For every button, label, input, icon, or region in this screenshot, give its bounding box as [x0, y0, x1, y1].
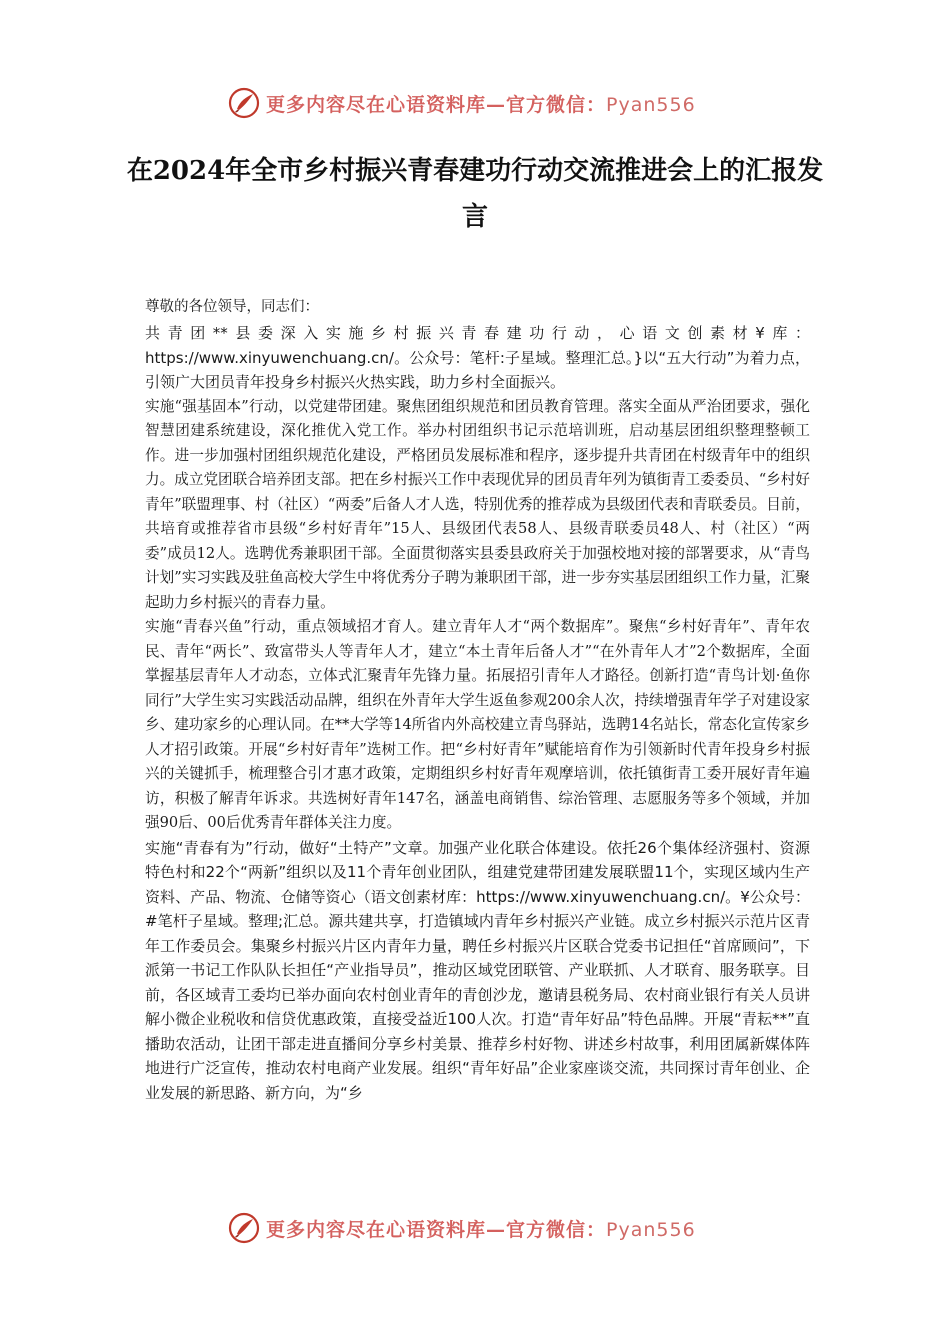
document-title: 在2024年全市乡村振兴青春建功行动交流推进会上的汇报发言 [126, 156, 824, 232]
watermark-header [228, 83, 728, 123]
watermark-wechat-id: Pyan556 [606, 93, 696, 116]
paragraph: 共青团**县委深入实施乡村振兴青春建功行动，心语文创素材¥库：https://www.xinyuwenchuang.cn/。公众号：笔杆:子星域。整理汇总。}以“五大行动”为着力点，引领广大团员青年投身乡村振兴火热实践，助力乡村全面振兴。 [145, 324, 810, 391]
document-body [145, 296, 810, 1105]
salutation: 尊敬的各位领导，同志们： [145, 299, 319, 315]
paragraph: 实施“强基固本”行动，以党建带团建。聚焦团组织规范和团员教育管理。落实全面从严治团要求，强化智慧团建系统建设，深化推优入党工作。举办村团组织书记示范培训班，启动基层团组织整理整顿工作。进一步加强村团组织规范化建设，严格团员发展标准和程序，逐步提升共青团在村级青年中的组织力。成立党团联合培养团支部。把在乡村振兴工作中表现优异的团员青年列为镇街青工委委员、“乡村好青年”联盟理事、村（社区）“两委”后备人才人选，特别优秀的推荐成为县级团代表和青联委员。目前，共培育或推荐省市县级“乡村好青年”15人、县级团代表58人、县级青联委员48人、村（社区）“两委”成员12人。选聘优秀兼职团干部。全面贯彻落实县委县政府关于加强校地对接的部署要求，从“青鸟计划”实习实践及驻鱼高校大学生中将优秀分子聘为兼职团干部，进一步夯实基层团组织工作力量，汇聚起助力乡村振兴的青春力量。 [145, 397, 810, 611]
paragraph: 实施“青春有为”行动，做好“土特产”文章。加强产业化联合体建设。依托26个集体经济强村、资源特色村和22个“两新”组织以及11个青年创业团队，组建党建带团建发展联盟11个，实现区域内生产资料、产品、物流、仓储等资心（语文创素材库：https://www.xinyuwenchuang.cn/。¥公众号：#笔杆子星域。整理;汇总。源共建共享，打造镇域内青年乡村振兴产业链。成立乡村振兴示范片区青年工作委员会。集聚乡村振兴片区内青年力量，聘任乡村振兴片区联合党委书记担任“首席顾问”，下派第一书记工作队队长担任“产业指导员”，推动区域党团联管、产业联抓、人才联育、服务联享。目前，各区域青工委均已举办面向农村创业青年的青创沙龙，邀请县税务局、农村商业银行有关人员讲解小微企业税收和信贷优惠政策，直接受益近100人次。打造“青年好品”特色品牌。开展“青耘**”直播助农活动，让团干部走进直播间分享乡村美景、推荐乡村好物、讲述乡村故事，利用团属新媒体阵地进行广泛宣传，推动农村电商产业发展。组织“青年好品”企业家座谈交流，共同探讨青年创业、企业发展的新思路、新方向，为“乡 [145, 838, 810, 1102]
paragraph: 实施“青春兴鱼”行动，重点领域招才育人。建立青年人才“两个数据库”。聚焦“乡村好青年”、青年农民、青年“两长”、致富带头人等青年人才，建立“本土青年后备人才”“在外青年人才”2个数据库，全面掌握基层青年人才动态，立体式汇聚青年先锋力量。拓展招引青年人才路径。创新打造“青鸟计划·鱼你同行”大学生实习实践活动品牌，组织在外青年大学生返鱼参观200余人次，持续增强青年学子对建设家乡、建功家乡的心理认同。在**大学等14所省内外高校建立青鸟驿站，选聘14名站长，常态化宣传家乡人才招引政策。开展“乡村好青年”选树工作。把“乡村好青年”赋能培育作为引领新时代青年投身乡村振兴的关键抓手，梳理整合引才惠才政策，定期组织乡村好青年观摩培训，依托镇街青工委开展好青年遍访，积极了解青年诉求。共选树好青年147名，涵盖电商销售、综治管理、志愿服务等多个领域，并加强90后、00后优秀青年群体关注力度。 [145, 618, 810, 831]
brush-logo-icon [228, 1212, 260, 1244]
watermark-text: 更多内容尽在心语资料库—官方微信：Pyan556 [266, 93, 696, 116]
brush-logo-icon [228, 87, 260, 119]
watermark-footer [228, 1208, 728, 1248]
watermark-wechat-id: Pyan556 [606, 1218, 696, 1241]
watermark-text: 更多内容尽在心语资料库—官方微信：Pyan556 [266, 1218, 696, 1241]
